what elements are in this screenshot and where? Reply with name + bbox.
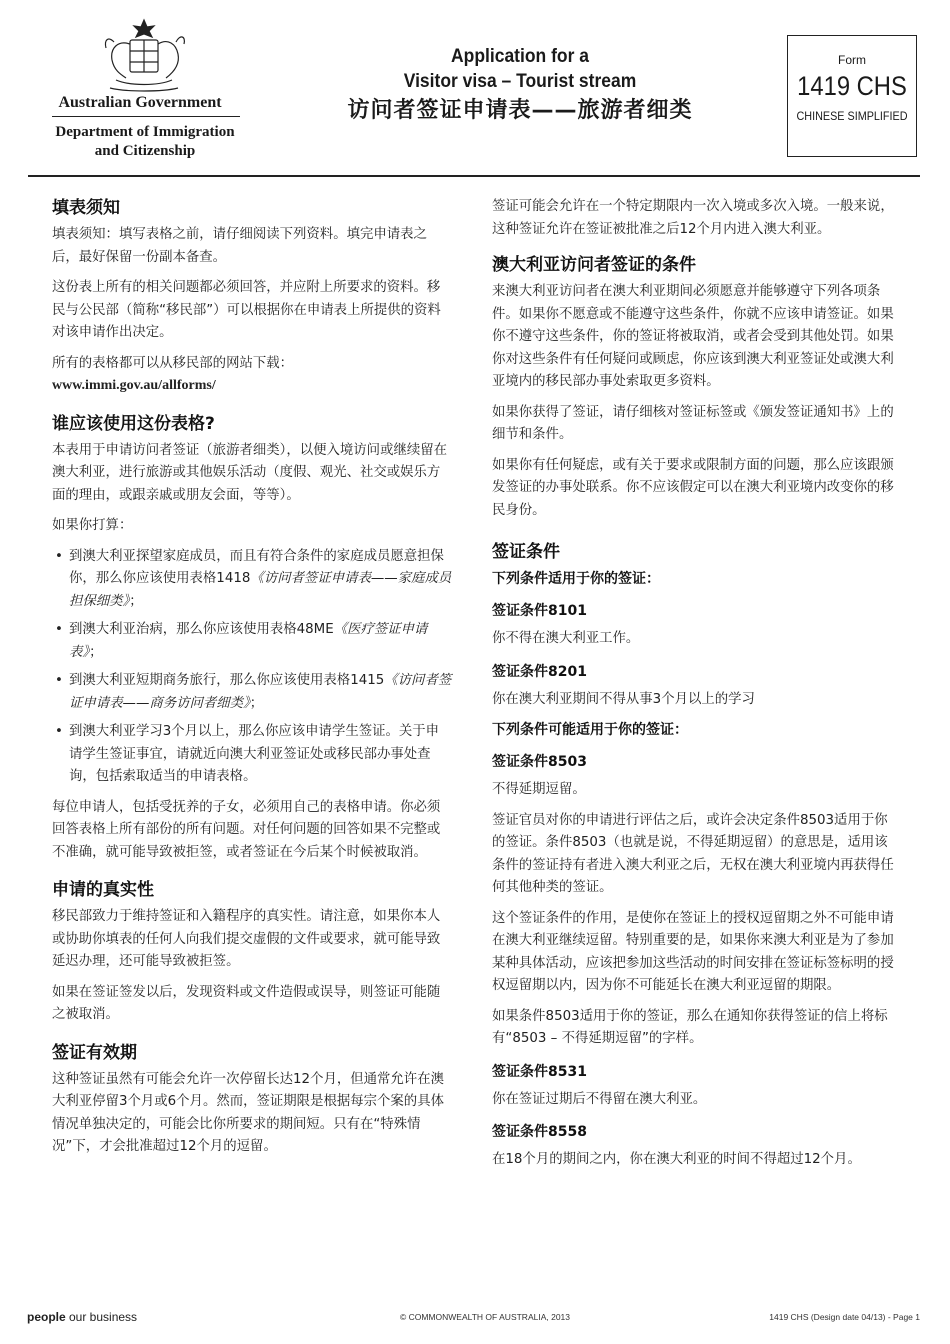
department-line-1: Department of Immigration: [55, 124, 235, 140]
footer-copyright: © COMMONWEALTH OF AUSTRALIA, 2013: [400, 1312, 570, 1322]
government-name: Australian Government: [58, 94, 222, 111]
list-item-text: 到澳大利亚探望家庭成员，而且有符合条件的家庭成员愿意担保你，那么你应该使用表格1418: [69, 548, 444, 586]
form-reference: 《访问者签证申请表——家庭成员担保细类》: [69, 571, 452, 609]
paragraph: 这个签证条件的作用，是使你在签证上的授权逗留期之外不可能申请在澳大利亚继续逗留。特别重要的是，如果你来澳大利亚是为了参加某种具体活动，应该把参加这些活动的时间安排在签证标签标明的授权逗留期以内，因为你不可能延长在澳大利亚逗留的期限。: [492, 910, 894, 993]
paragraph: 移民部致力于维持签证和入籍程序的真实性。请注意，如果你本人或协助你填表的任何人向我们提交虚假的文件或要求，就可能导致延迟办理，还可能导致被拒签。: [52, 909, 441, 969]
page-header: [0, 0, 950, 176]
section-title-who-should-use: 谁应该使用这份表格?: [52, 413, 215, 434]
list-item-text: ；: [129, 593, 143, 609]
condition-text-8201: 你在澳大利亚期间不得从事3个月以上的学习: [492, 691, 755, 707]
department-line-2: and Citizenship: [94, 143, 196, 159]
list-item-text: ；: [249, 695, 264, 711]
condition-text-8531: 你在签证过期后不得留在澳大利亚。: [492, 1091, 707, 1107]
paragraph: 如果在签证签发以后，发现资料或文件造假或误导，则签证可能随之被取消。: [52, 984, 441, 1022]
department-name: [40, 123, 250, 161]
paragraph: 如果你打算：: [52, 518, 133, 533]
paragraph: 如果你获得了签证，请仔细核对签证标签或《颁发签证通知书》上的细节和条件。: [492, 404, 894, 442]
form-reference: 《医疗签证申请表》: [69, 622, 428, 660]
paragraph: [52, 353, 452, 398]
condition-text-8503: 不得延期逗留。: [492, 782, 586, 797]
form-number: 1419 CHS: [797, 71, 907, 101]
form-language: CHINESE SIMPLIFIED: [796, 109, 908, 123]
condition-title-8558: 签证条件8558: [492, 1124, 587, 1140]
section-title-instructions: 填表须知: [52, 198, 120, 218]
list-item: [52, 619, 452, 664]
list-item-text: ；: [89, 644, 103, 660]
paragraph: 每位申请人，包括受抚养的子女，必须用自己的表格申请。你必须回答表格上所有部份的所有问题。对任何问题的回答如果不完整或不准确，就可能导致被拒签，或者签证在今后某个时候被取消。: [52, 799, 441, 860]
condition-title-8201: 签证条件8201: [492, 663, 587, 680]
subheading: 下列条件可能适用于你的签证：: [492, 722, 688, 738]
form-label: Form: [838, 53, 866, 67]
paragraph: 如果条件8503适用于你的签证，那么在通知你获得签证的信上将标有“8503 – 不得延期逗留”的字样。: [492, 1008, 888, 1046]
list-item: [52, 546, 452, 614]
condition-title-8503: 签证条件8503: [492, 754, 587, 770]
left-column: [52, 196, 452, 1167]
section-title-visitor-conditions: 澳大利亚访问者签证的条件: [492, 255, 696, 275]
form-title: [300, 44, 740, 126]
paragraph: 如果你有任何疑虑，或有关于要求或限制方面的问题，那么应该跟颁发签证的办事处联系。你不应该假定可以在澳大利亚境内改变你的移民身份。: [492, 457, 894, 518]
forms-url-link[interactable]: www.immi.gov.au/allforms/: [52, 378, 216, 393]
list-item-text: 到澳大利亚短期商务旅行，那么你应该使用表格1415: [69, 673, 385, 688]
brand-bold: people: [27, 1310, 66, 1324]
bullet-list: [52, 546, 452, 789]
subheading: 下列条件适用于你的签证：: [492, 571, 660, 587]
paragraph: 这种签证虽然有可能会允许一次停留长达12个月，但通常允许在澳大利亚停留3个月或6个月。然而，签证期限是根据每宗个案的具体情况单独决定的，可能会比你所要求的期间短。只有在“特殊情况”下，才会批准超过12个月的逗留。: [52, 1071, 444, 1154]
list-item: [52, 670, 452, 715]
header-divider: [28, 175, 920, 177]
footer-brand: [27, 1310, 137, 1324]
paragraph: 填表须知：填写表格之前，请仔细阅读下列资料。填完申请表之后，最好保留一份副本备查。: [52, 227, 427, 265]
list-item-text: 到澳大利亚治病，那么你应该使用表格48ME: [69, 622, 334, 637]
condition-text-8101: 你不得在澳大利亚工作。: [492, 631, 640, 646]
coat-of-arms-logo: [96, 18, 192, 94]
paragraph: 来澳大利亚访问者在澳大利亚期间必须愿意并能够遵守下列各项条件。如果你不愿意或不能遵守这些条件，你就不应该申请签证。如果你不遵守这些条件，你的签证将被取消，或者会受到其他处罚。如果你对这些条件有任何疑问或顾虑，你应该到澳大利亚签证处或澳大利亚境内的移民部办事处索取更多资料。: [492, 284, 894, 389]
right-column: [492, 196, 894, 1180]
title-english-line-1: Application for a: [451, 46, 589, 67]
download-text: 所有的表格都可以从移民部的网站下载：: [52, 355, 294, 371]
condition-title-8531: 签证条件8531: [492, 1063, 587, 1080]
section-title-validity: 签证有效期: [52, 1042, 137, 1063]
title-chinese: 访问者签证申请表——旅游者细类: [347, 98, 693, 123]
section-title-integrity: 申请的真实性: [52, 880, 154, 900]
paragraph: 签证可能会允许在一个特定期限内一次入境或多次入境。一般来说，这种签证允许在签证被批准之后12个月内进入澳大利亚。: [492, 199, 894, 237]
form-reference: 《访问者签证申请表——商务访问者细类》: [69, 673, 452, 711]
paragraph: 这份表上所有的相关问题都必须回答，并应附上所要求的资料。移民与公民部（简称“移民部”）可以根据你在申请表上所提供的资料对该申请作出决定。: [52, 280, 441, 340]
paragraph: 签证官员对你的申请进行评估之后，或许会决定条件8503适用于你的签证。条件8503（也就是说，不得延期逗留）的意思是，适用该条件的签证持有者进入澳大利亚之后，无权在澳大利亚境内再获得任何其他种类的签证。: [492, 812, 894, 895]
section-title-visa-conditions: 签证条件: [492, 542, 560, 562]
divider: [52, 116, 240, 117]
paragraph: 本表用于申请访问者签证（旅游者细类），以便入境访问或继续留在澳大利亚，进行旅游或其他娱乐活动（度假、观光、社交或娱乐方面的理由，或跟亲戚或朋友会面，等等）。: [52, 442, 448, 503]
footer-page-number: 1419 CHS (Design date 04/13) - Page 1: [769, 1312, 920, 1322]
list-item: • 到澳大利亚学习3个月以上，那么你应该申请学生签证。关于申请学生签证事宜，请就近向澳大利亚签证处或移民部办事处查询，包括索取适当的申请表格。: [52, 721, 452, 789]
form-id-box: [787, 35, 917, 157]
brand-rest: our business: [65, 1310, 138, 1324]
condition-text-8558: 在18个月的期间之内，你在澳大利亚的时间不得超过12个月。: [492, 1152, 861, 1167]
title-english-line-2: Visitor visa – Tourist stream: [403, 71, 637, 92]
condition-title-8101: 签证条件8101: [492, 603, 587, 619]
